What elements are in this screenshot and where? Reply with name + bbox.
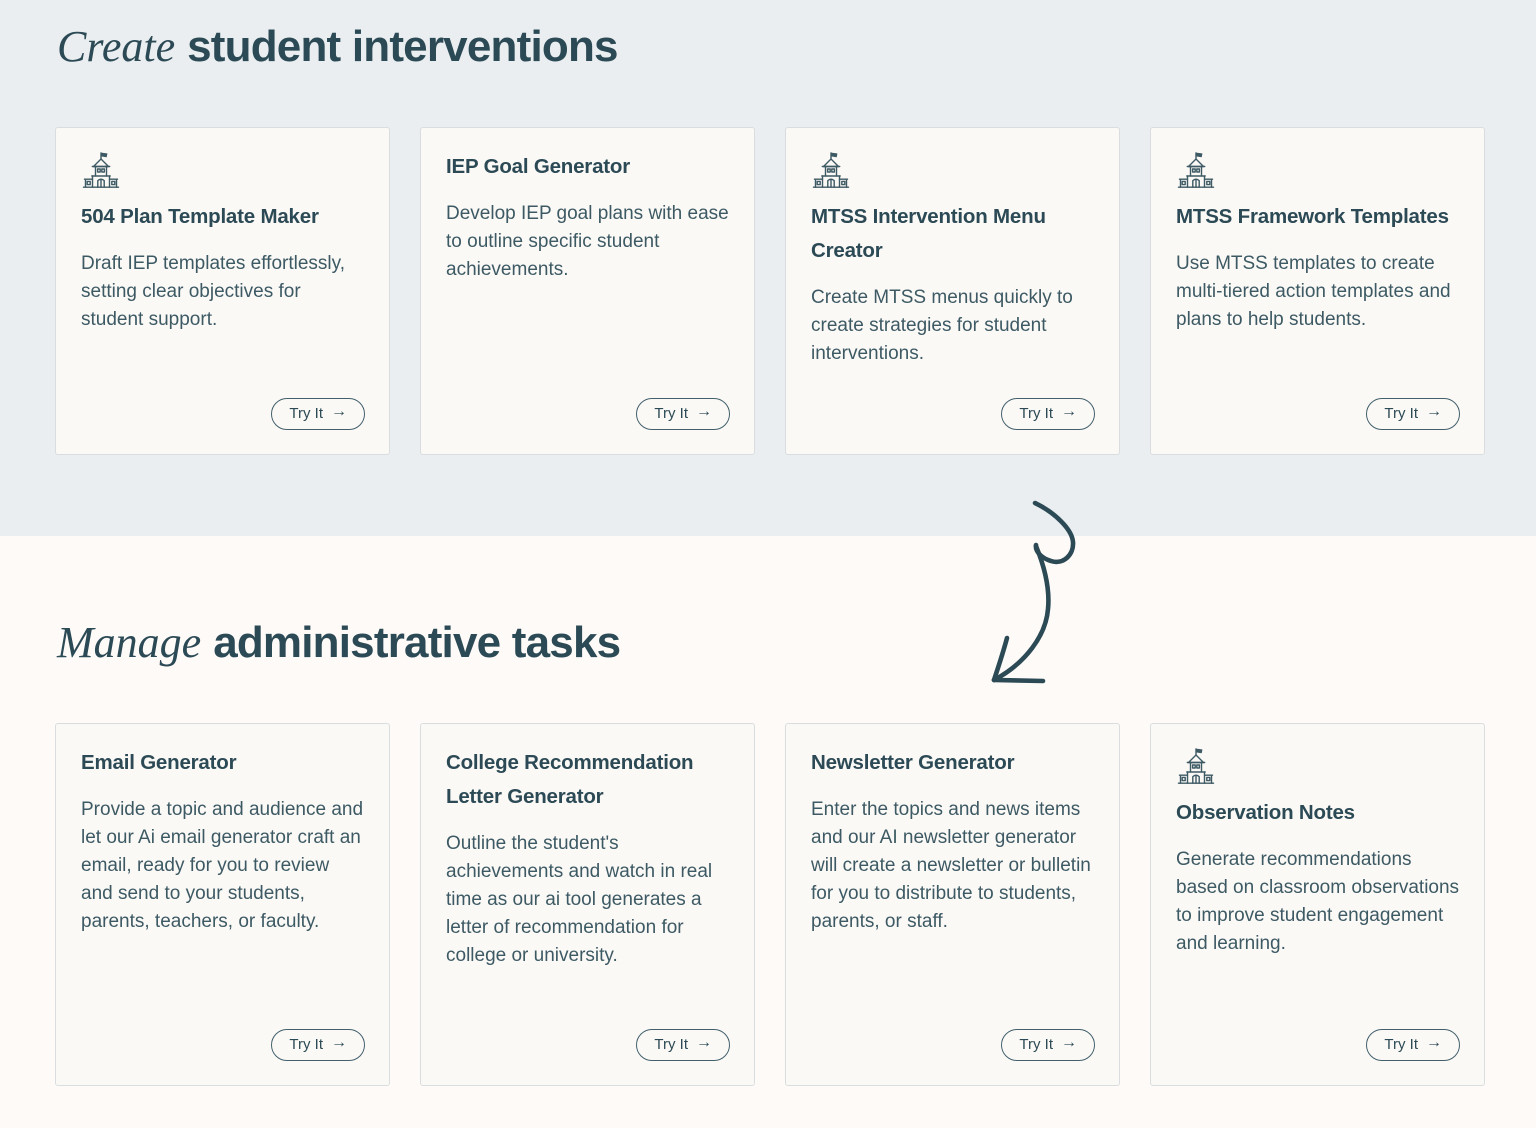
card-mtss-framework-templates	[1150, 127, 1485, 455]
try-it-label: Try It	[654, 1035, 688, 1053]
arrow-right-icon: →	[331, 1034, 347, 1052]
card-title: Email Generator	[81, 750, 237, 774]
card-college-recommendation-letter-generator	[420, 723, 755, 1086]
section-heading-manage	[57, 618, 1485, 669]
try-it-button[interactable]	[1366, 1029, 1460, 1061]
card-504-plan-template-maker	[55, 127, 390, 455]
try-it-button[interactable]	[636, 1029, 730, 1061]
try-it-label: Try It	[289, 404, 323, 422]
card-description: Generate recommendations based on classroom observations to improve student engagement and learning.	[1176, 848, 1460, 954]
card-description: Enter the topics and news items and our AI newsletter generator will create a newsletter or bulletin for you to distribute to students, parents, or staff.	[811, 798, 1091, 932]
try-it-button[interactable]	[271, 1029, 365, 1061]
intervention-card-grid	[55, 127, 1485, 455]
card-title: College Recommendation Letter Generator	[446, 750, 694, 808]
card-title: MTSS Intervention Menu Creator	[811, 204, 1046, 262]
arrow-right-icon: →	[696, 1034, 712, 1052]
card-title: IEP Goal Generator	[446, 154, 631, 178]
try-it-label: Try It	[1019, 404, 1053, 422]
manage-admin-section	[0, 536, 1536, 1128]
card-iep-goal-generator	[420, 127, 755, 455]
schoolhouse-icon	[1176, 150, 1216, 190]
heading-accent-manage: Manage	[57, 618, 202, 667]
card-description: Create MTSS menus quickly to create strategies for student interventions.	[811, 286, 1073, 364]
card-title: Newsletter Generator	[811, 750, 1015, 774]
schoolhouse-icon	[81, 150, 121, 190]
create-interventions-section	[0, 0, 1536, 536]
try-it-label: Try It	[1384, 1035, 1418, 1053]
card-description: Use MTSS templates to create multi-tiered action templates and plans to help students.	[1176, 252, 1451, 330]
admin-card-grid	[55, 723, 1485, 1086]
try-it-label: Try It	[1019, 1035, 1053, 1053]
arrow-right-icon: →	[1426, 403, 1442, 421]
card-description: Draft IEP templates effortlessly, setting clear objectives for student support.	[81, 252, 345, 330]
heading-accent-create: Create	[57, 22, 176, 71]
arrow-right-icon: →	[1061, 1034, 1077, 1052]
card-mtss-intervention-menu-creator	[785, 127, 1120, 455]
arrow-right-icon: →	[696, 403, 712, 421]
try-it-button[interactable]	[1001, 398, 1095, 430]
card-description: Outline the student's achievements and watch in real time as our ai tool generates a letter of recommendation for college or university.	[446, 832, 713, 966]
try-it-button[interactable]	[1366, 398, 1460, 430]
arrow-right-icon: →	[1426, 1034, 1442, 1052]
arrow-right-icon: →	[1061, 403, 1077, 421]
section-heading-create	[57, 22, 1485, 73]
heading-rest-create: student interventions	[187, 22, 618, 71]
try-it-label: Try It	[289, 1035, 323, 1053]
schoolhouse-icon	[811, 150, 851, 190]
card-email-generator	[55, 723, 390, 1086]
card-title: MTSS Framework Templates	[1176, 204, 1449, 228]
card-title: 504 Plan Template Maker	[81, 204, 319, 228]
card-newsletter-generator	[785, 723, 1120, 1086]
try-it-label: Try It	[1384, 404, 1418, 422]
try-it-button[interactable]	[636, 398, 730, 430]
card-description: Develop IEP goal plans with ease to outline specific student achievements.	[446, 202, 729, 280]
schoolhouse-icon	[1176, 746, 1216, 786]
arrow-right-icon: →	[331, 403, 347, 421]
try-it-button[interactable]	[1001, 1029, 1095, 1061]
card-description: Provide a topic and audience and let our Ai email generator craft an email, ready for you to review and send to your students, parents, teachers, or faculty.	[81, 798, 364, 932]
card-title: Observation Notes	[1176, 800, 1355, 824]
try-it-button[interactable]	[271, 398, 365, 430]
try-it-label: Try It	[654, 404, 688, 422]
heading-rest-manage: administrative tasks	[213, 618, 621, 667]
card-observation-notes	[1150, 723, 1485, 1086]
